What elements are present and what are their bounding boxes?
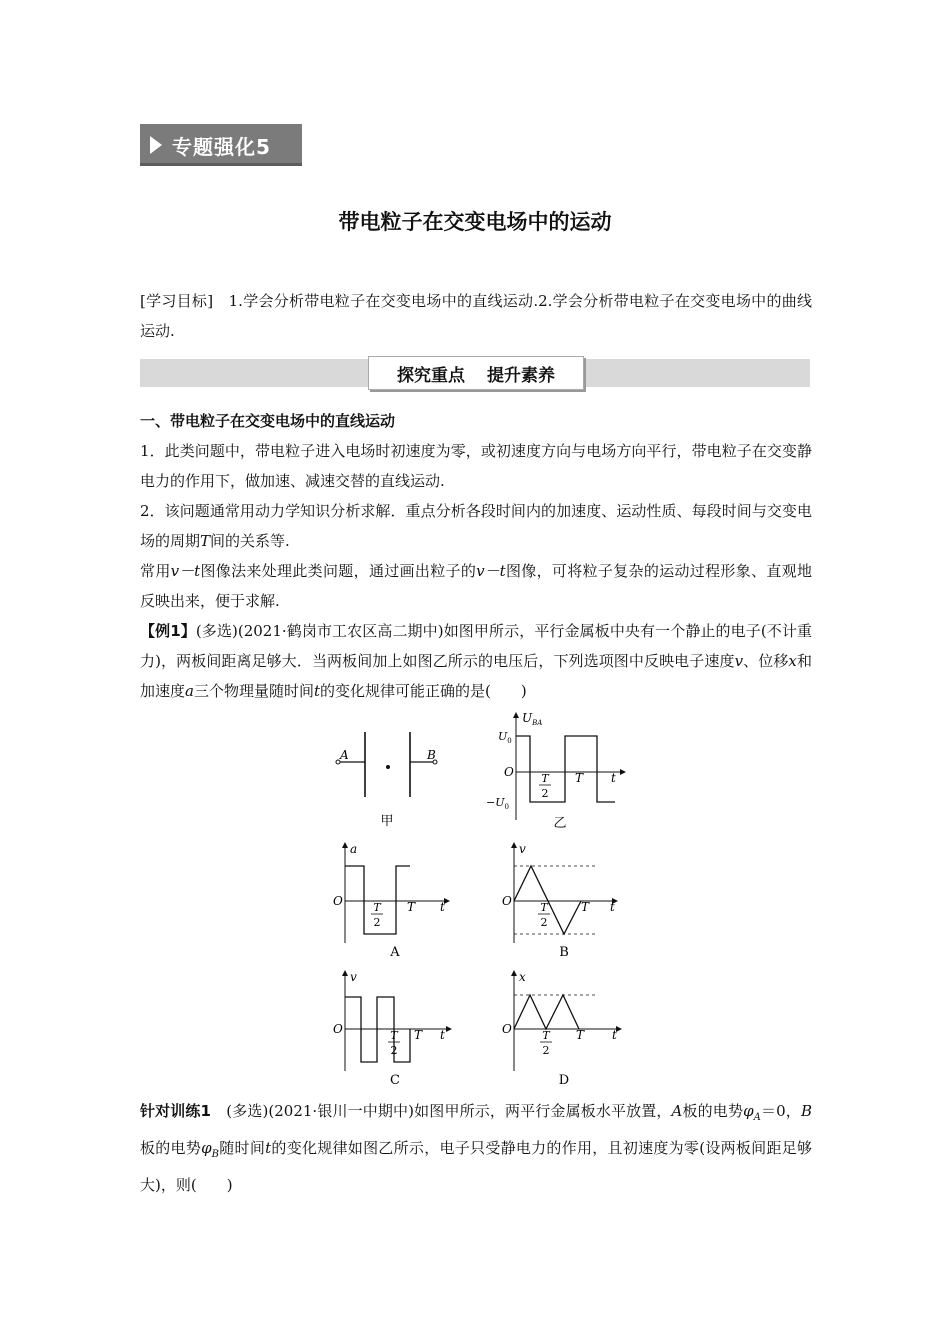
origin-label: O xyxy=(502,894,512,908)
origin-label: O xyxy=(502,1022,512,1036)
caption-a: A xyxy=(390,945,400,960)
x-graph xyxy=(514,995,579,1029)
triangle-icon xyxy=(150,136,162,154)
ex-v: v xyxy=(734,652,744,670)
ex-a: a xyxy=(185,682,194,700)
v-arrow xyxy=(511,842,517,848)
neg-u0-label: $-U_0$ xyxy=(486,796,509,811)
half-num: T xyxy=(373,901,381,914)
t-label: t xyxy=(612,1028,617,1042)
p2-text-b: 间的关系等. xyxy=(210,532,290,550)
tr-text-f: 的变化规律如图乙所示，电子只受静电力的作用，且初速度为零(设两板间距足够大)，则( ) xyxy=(140,1139,812,1194)
tr-phiB: φ xyxy=(201,1139,212,1157)
paragraph-1: 1．此类问题中，带电粒子进入电场时初速度为零，或初速度方向与电场方向平行，带电粒子在交变静电力的作用下，做加速、减速交替的直线运动. xyxy=(140,442,812,490)
example-1 xyxy=(140,616,812,706)
figure-a xyxy=(330,838,460,963)
tr-t: t xyxy=(265,1139,272,1157)
half-den: 2 xyxy=(390,1044,398,1057)
figure-yi xyxy=(480,708,630,833)
page-title: 带电粒子在交变电场中的运动 xyxy=(338,210,612,234)
training-1 xyxy=(140,1096,812,1200)
ex-text-e: 的变化规律可能正确的是( ) xyxy=(320,682,527,700)
objective-tag: [学习目标] xyxy=(140,292,214,310)
tr-phiA: φ xyxy=(743,1102,754,1120)
ex-text-b: 、位移 xyxy=(743,652,789,670)
learning-objective xyxy=(140,286,812,346)
v-graph xyxy=(514,866,581,934)
label-a: A xyxy=(340,748,349,762)
T-label: T xyxy=(406,900,416,914)
v-arrow xyxy=(342,970,348,976)
origin-label: O xyxy=(333,1022,343,1036)
caption-jia: 甲 xyxy=(380,814,394,829)
label-b: B xyxy=(427,748,436,762)
half-num: T xyxy=(541,772,549,785)
T-label: T xyxy=(575,1028,585,1042)
t-arrow xyxy=(446,1026,452,1032)
u-arrow xyxy=(513,712,519,718)
u0-label: $U_0$ xyxy=(498,730,512,745)
caption-c: C xyxy=(390,1073,400,1088)
t-label: t xyxy=(611,771,616,785)
banner-right: 提升素养 xyxy=(487,365,555,386)
figure-c xyxy=(330,966,460,1091)
badge-label: 专题强化5 xyxy=(172,134,271,159)
y-label: x xyxy=(519,970,526,984)
paragraph-3 xyxy=(140,556,812,616)
T-label: T xyxy=(574,771,584,785)
ex-text-a: (多选)(2021·鹤岗市工农区高二期中)如图甲所示，平行金属板中央有一个静止的电子(不计重力)，两板间距离足够大．当两板间加上如图乙所示的电压后，下列选项图中反映电子速度 xyxy=(140,622,812,670)
ex-text-c: 和加速度 xyxy=(140,652,812,700)
T-label: T xyxy=(580,900,590,914)
tr-text-d: 板的电势 xyxy=(140,1139,202,1157)
t-arrow xyxy=(616,1026,622,1032)
paragraph-2 xyxy=(140,496,812,556)
section-heading: 一、带电粒子在交变电场中的直线运动 xyxy=(140,412,396,430)
t-label: t xyxy=(440,900,445,914)
half-den: 2 xyxy=(542,1044,550,1057)
half-num: T xyxy=(390,1029,398,1042)
half-den: 2 xyxy=(373,916,381,929)
y-label: a xyxy=(350,842,358,856)
y-label: v xyxy=(519,842,526,856)
t-label: t xyxy=(440,1028,445,1042)
tr-B: B xyxy=(800,1102,812,1120)
t-arrow xyxy=(444,898,450,904)
tr-text-b: 板的电势 xyxy=(682,1102,744,1120)
ex-t: t xyxy=(313,682,321,700)
voltage-wave xyxy=(516,736,615,802)
p3-text-c: 图像，可将粒子复杂的运动过程形象、直观地反映出来，便于求解. xyxy=(140,562,812,610)
figure-b xyxy=(500,838,630,963)
t-arrow xyxy=(620,769,626,775)
half-den: 2 xyxy=(540,916,548,929)
origin-label: O xyxy=(504,765,514,779)
caption-b: B xyxy=(559,945,569,960)
p3-vt-1: v－t xyxy=(170,562,201,580)
caption-yi: 乙 xyxy=(553,816,567,831)
t-label: t xyxy=(610,900,615,914)
p3-vt-2: v－t xyxy=(476,562,506,580)
section-badge xyxy=(140,124,302,166)
tr-phiA-sub: A xyxy=(753,1112,761,1123)
training-tag: 针对训练1 xyxy=(140,1102,211,1120)
u-label: $U_{BA}$ xyxy=(522,711,543,727)
tr-A: A xyxy=(671,1102,683,1120)
a-arrow xyxy=(342,842,348,848)
objective-text: 1.学会分析带电粒子在交变电场中的直线运动.2.学会分析带电粒子在交变电场中的曲线运动. xyxy=(140,292,812,340)
p3-text-b: 图像法来处理此类问题，通过画出粒子的 xyxy=(200,562,477,580)
half-num: T xyxy=(540,901,548,914)
tr-text-a: (多选)(2021·银川一中期中)如图甲所示，两平行金属板水平放置， xyxy=(226,1102,672,1120)
section-banner xyxy=(140,359,810,387)
y-label: v xyxy=(350,970,357,984)
ex-text-d: 三个物理量随时间 xyxy=(193,682,314,700)
half-den: 2 xyxy=(541,787,549,800)
tr-phiB-sub: B xyxy=(211,1149,219,1160)
banner-left: 探究重点 xyxy=(397,365,465,386)
T-label: T xyxy=(413,1028,423,1042)
p3-text-a: 常用 xyxy=(140,562,171,580)
ex-x: x xyxy=(788,652,797,670)
figure-jia xyxy=(330,715,450,830)
p2-text-a: 2．该问题通常用动力学知识分析求解．重点分析各段时间内的加速度、运动性质、每段时间与交变电场的周期 xyxy=(140,502,812,550)
p2-period: T xyxy=(200,532,211,550)
origin-label: O xyxy=(333,894,343,908)
half-num: T xyxy=(542,1029,550,1042)
caption-d: D xyxy=(558,1073,570,1088)
tr-text-c: ＝0， xyxy=(760,1102,801,1120)
x-arrow xyxy=(511,970,517,976)
tr-text-e: 随时间 xyxy=(219,1139,266,1157)
figure-d xyxy=(500,966,630,1091)
example-tag: 【例1】 xyxy=(140,622,196,640)
banner-box xyxy=(368,356,584,390)
electron xyxy=(386,765,390,769)
